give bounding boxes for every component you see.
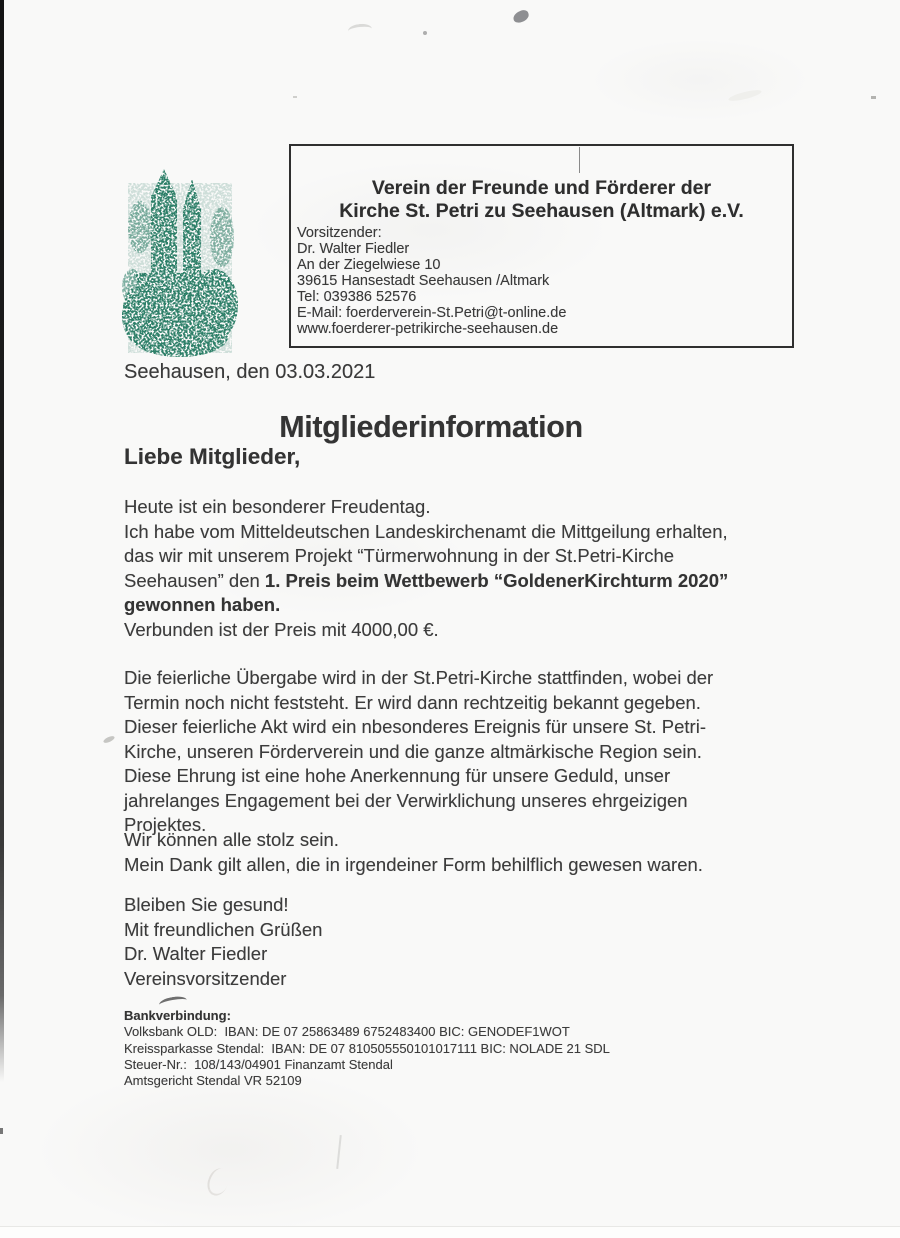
closing-line: Mit freundlichen Grüßen	[124, 918, 323, 940]
body-line: Wir können alle stolz sein.	[124, 829, 339, 850]
body-line-regular: Seehausen” den	[124, 569, 265, 591]
paragraph-ceremony	[124, 666, 713, 838]
church-sketch-icon	[122, 167, 238, 357]
footer-bank-details	[124, 1008, 610, 1089]
scan-speck	[0, 1128, 3, 1134]
salutation: Liebe Mitglieder,	[124, 444, 301, 469]
bank-line: Kreissparkasse Stendal: IBAN: DE 07 810505550101017111 BIC: NOLADE 21 SDL	[124, 1040, 610, 1056]
scan-speck	[871, 96, 876, 99]
dateline: Seehausen, den 03.03.2021	[124, 361, 376, 383]
letter-title: Mitgliederinformation	[279, 410, 583, 444]
scan-line-artifact	[336, 1135, 342, 1169]
closing-line: Bleiben Sie gesund!	[124, 894, 289, 915]
org-name-line2: Kirche St. Petri zu Seehausen (Altmark) e.V.	[339, 200, 744, 222]
paragraph-award-news	[124, 495, 728, 642]
body-line: jahrelanges Engagement bei der Verwirklichung unseres ehrgeizigen	[124, 789, 688, 811]
body-line: Verbunden ist der Preis mit 4000,00 €.	[124, 618, 439, 640]
signature-name: Dr. Walter Fiedler	[124, 943, 268, 964]
body-line: Dieser feierliche Akt wird ein nbesonderes Ereignis für unsere St. Petri-	[124, 716, 706, 737]
role-label: Vorsitzender:	[297, 225, 382, 241]
street-line: An der Ziegelwiese 10	[297, 257, 441, 273]
scan-smudge	[347, 23, 372, 37]
body-line: Die feierliche Übergabe wird in der St.Petri-Kirche stattfinden, wobei der	[124, 667, 714, 688]
award-highlight: 1. Preis beim Wettbewerb “GoldenerKirchturm 2020”	[264, 569, 729, 591]
closing-signature	[124, 893, 322, 991]
scan-smudge	[204, 1165, 232, 1198]
org-name	[291, 146, 792, 223]
body-line	[124, 569, 728, 594]
body-line: Kirche, unseren Förderverein und die ganze altmärkische Region sein.	[124, 740, 702, 762]
signature-role: Vereinsvorsitzender	[124, 967, 287, 989]
body-line: das wir mit unserem Projekt “Türmerwohnung in der St.Petri-Kirche	[124, 545, 675, 566]
scan-smudge	[728, 88, 763, 103]
org-name-line1: Verein der Freunde und Förderer der	[371, 177, 712, 199]
scan-speck	[293, 96, 297, 98]
scan-smudge	[512, 9, 531, 25]
body-line: Mein Dank gilt allen, die in irgendeiner Form behilflich gewesen waren.	[124, 853, 703, 875]
email-line: E-Mail: foerderverein-St.Petri@t-online.de	[297, 305, 567, 321]
body-line: Termin noch nicht feststeht. Er wird dann rechtzeitig bekannt gegeben.	[124, 691, 701, 713]
city-line: 39615 Hansestadt Seehausen /Altmark	[297, 273, 550, 289]
phone-line: Tel: 039386 52576	[297, 289, 417, 305]
paragraph-thanks	[124, 828, 703, 877]
award-highlight: gewonnen haben.	[124, 594, 281, 615]
court-line: Amtsgericht Stendal VR 52109	[124, 1073, 302, 1089]
body-line: Projektes.	[124, 814, 207, 835]
scan-edge-artifact	[0, 1227, 900, 1238]
body-line: Diese Ehrung ist eine hohe Anerkennung für unsere Geduld, unser	[124, 765, 671, 786]
chairman-name: Dr. Walter Fiedler	[297, 241, 410, 257]
footer-heading: Bankverbindung:	[124, 1008, 231, 1023]
website-line: www.foerderer-petrikirche-seehausen.de	[297, 321, 559, 337]
body-line: Ich habe vom Mitteldeutschen Landeskirchenamt die Mittgeilung erhalten,	[124, 520, 728, 542]
scan-edge-artifact	[0, 0, 4, 1082]
bank-line: Volksbank OLD: IBAN: DE 07 25863489 6752483400 BIC: GENODEF1WOT	[124, 1024, 570, 1040]
letterhead-contact	[291, 225, 792, 337]
scan-smudge	[103, 735, 116, 745]
scan-speck	[423, 31, 427, 35]
body-line: Heute ist ein besonderer Freudentag.	[124, 496, 431, 517]
tax-line: Steuer-Nr.: 108/143/04901 Finanzamt Stendal	[124, 1056, 393, 1072]
letterhead-box	[289, 144, 794, 348]
